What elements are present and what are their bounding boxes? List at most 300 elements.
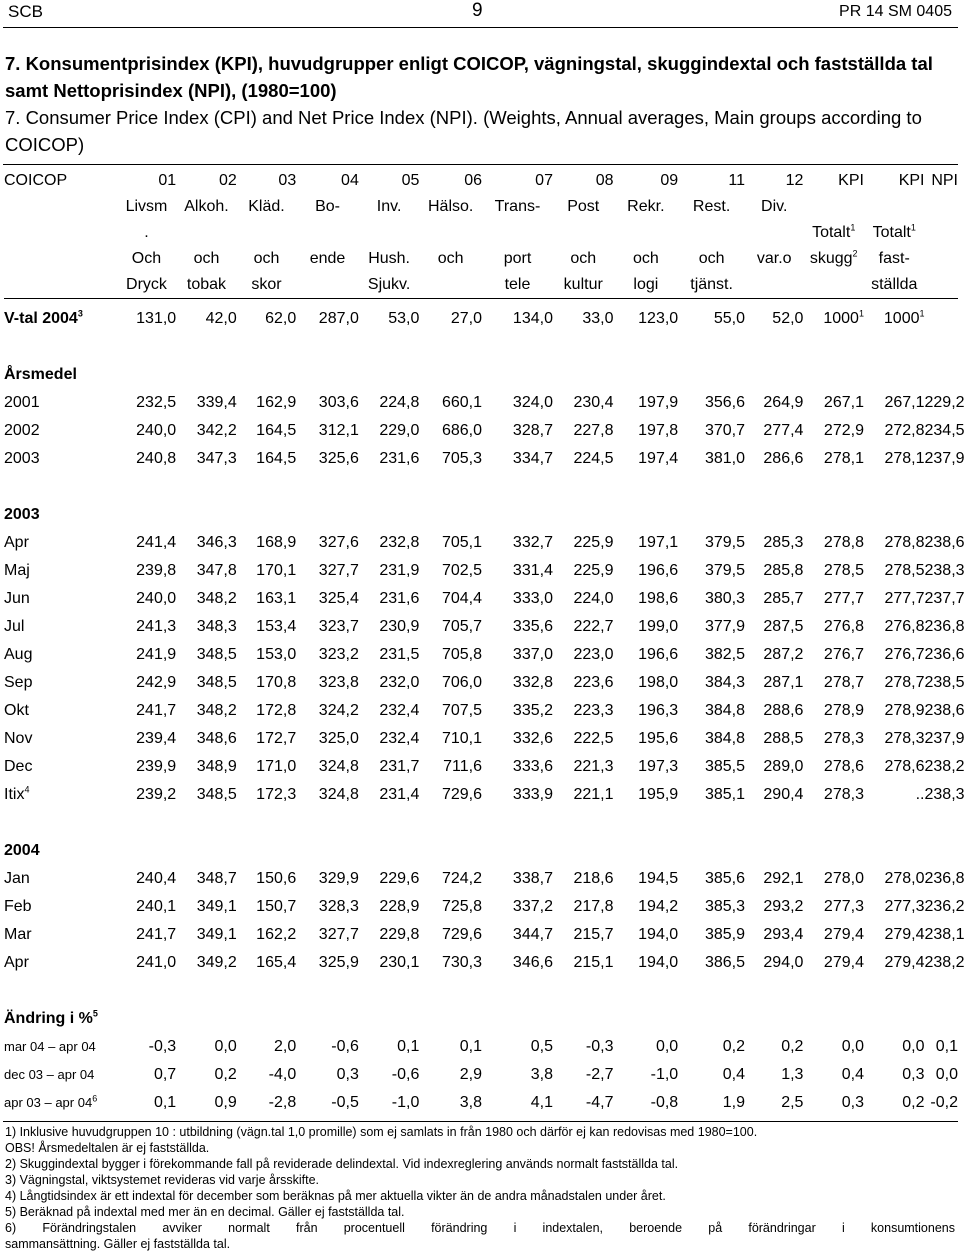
spacer-row — [4, 333, 958, 361]
data-value: 264,9 — [763, 394, 804, 411]
data-value: 238,3 — [924, 786, 965, 803]
data-value: 333,6 — [512, 758, 553, 775]
change-value: 0,4 — [841, 1066, 864, 1083]
data-value: 323,7 — [318, 618, 359, 635]
data-value: 194,0 — [638, 954, 679, 971]
data-value: 238,6 — [924, 702, 965, 719]
data-value: 231,7 — [379, 758, 420, 775]
table-row — [4, 781, 958, 809]
column-name: Livsm — [125, 198, 168, 215]
change-value: 0,3 — [902, 1066, 925, 1083]
data-value: 327,7 — [318, 562, 359, 579]
data-value: 230,4 — [573, 394, 614, 411]
section-title: 2003 — [4, 506, 40, 523]
data-value: 238,3 — [924, 562, 965, 579]
column-code: 08 — [595, 172, 614, 189]
data-value: 162,9 — [256, 394, 297, 411]
data-value: 241,9 — [136, 646, 177, 663]
change-value: 1,3 — [781, 1066, 804, 1083]
data-value: 339,4 — [196, 394, 237, 411]
column-name-cont: tjänst. — [690, 276, 733, 293]
column-name-cont: och — [253, 250, 280, 267]
vtal-value: 27,0 — [450, 310, 482, 327]
data-value: 162,2 — [256, 926, 297, 943]
data-value: 197,8 — [638, 422, 679, 439]
data-value: 370,7 — [704, 422, 745, 439]
vtal-value: 62,0 — [265, 310, 297, 327]
data-value: 222,7 — [573, 618, 614, 635]
data-value: 707,5 — [441, 702, 482, 719]
data-value: 705,7 — [441, 618, 482, 635]
data-value: 324,8 — [318, 758, 359, 775]
footnote-4: 4) Långtidsindex är ett indextal för december som beräknas på mer aktuella vikter än de andra månadstalen under året. — [5, 1189, 666, 1203]
data-value: 702,5 — [441, 562, 482, 579]
data-value: 236,2 — [924, 898, 965, 915]
change-row — [4, 1089, 958, 1117]
data-value: 241,7 — [136, 926, 177, 943]
data-value: 342,2 — [196, 422, 237, 439]
data-value: 348,6 — [196, 730, 237, 747]
empty-cell — [4, 194, 117, 220]
title-swedish: 7. Konsumentprisindex (KPI), huvudgrupper enligt COICOP, vägningstal, skuggindextal och fastställda tal samt Nettoprisindex (NPI), (1980=100) — [5, 53, 933, 101]
column-name-cont: skor — [251, 276, 282, 293]
change-value: 0,1 — [935, 1038, 958, 1055]
data-value: 348,3 — [196, 618, 237, 635]
column-name-cont: Och — [131, 250, 162, 267]
empty-cell — [4, 220, 117, 246]
header-rule — [3, 27, 958, 28]
spacer-row — [4, 473, 958, 501]
data-value: 153,4 — [256, 618, 297, 635]
column-name-cont: ende — [309, 250, 346, 267]
data-value: 236,8 — [924, 870, 965, 887]
data-value: 227,8 — [573, 422, 614, 439]
data-value: 348,5 — [196, 674, 237, 691]
data-value: 196,6 — [638, 646, 679, 663]
change-value: 0,5 — [530, 1038, 553, 1055]
footnote-obs: OBS! Årsmedeltalen är ej fastställda. — [5, 1141, 210, 1155]
data-value: 163,1 — [256, 590, 297, 607]
data-value: 292,1 — [763, 870, 804, 887]
data-value: 215,7 — [573, 926, 614, 943]
empty-cell — [4, 272, 117, 299]
data-value: 286,6 — [763, 450, 804, 467]
data-value: 237,7 — [924, 590, 965, 607]
data-value: 225,9 — [573, 562, 614, 579]
data-value: 384,8 — [704, 702, 745, 719]
kpi-totalt-label: Totalt$^1$ — [812, 222, 856, 241]
column-name-cont: och — [437, 250, 464, 267]
data-value: 231,5 — [379, 646, 420, 663]
data-value: 230,9 — [379, 618, 420, 635]
data-value: 384,3 — [704, 674, 745, 691]
data-value: 346,3 — [196, 534, 237, 551]
data-value: 729,6 — [441, 926, 482, 943]
column-name: Div. — [761, 198, 788, 215]
row-label: 2003 — [4, 450, 40, 467]
change-value: -1,0 — [391, 1094, 420, 1111]
data-value: 324,0 — [512, 394, 553, 411]
empty-cell — [745, 220, 803, 246]
data-value: 323,2 — [318, 646, 359, 663]
change-value: 3,8 — [459, 1094, 482, 1111]
change-value: -1,0 — [650, 1066, 679, 1083]
footnote-6: 6) Förändringstalen avviker normalt från procentuell förändring i indextalen, beroende på förändringar i konsumtionens — [5, 1221, 955, 1235]
table-row — [4, 669, 958, 697]
data-value: 385,1 — [704, 786, 745, 803]
data-value: 729,6 — [441, 786, 482, 803]
vtal-row — [4, 305, 958, 333]
data-value: 277,4 — [763, 422, 804, 439]
change-value: 0,0 — [655, 1038, 679, 1055]
data-value: 329,9 — [318, 870, 359, 887]
data-value: 287,1 — [763, 674, 804, 691]
data-value: 197,1 — [638, 534, 679, 551]
data-value: 236,8 — [924, 618, 965, 635]
data-value: 278,0 — [884, 870, 925, 887]
column-code: 01 — [158, 172, 177, 189]
data-value: 276,7 — [884, 646, 925, 663]
column-code: 11 — [728, 172, 745, 189]
data-value: 385,3 — [704, 898, 745, 915]
data-value: 224,0 — [573, 590, 614, 607]
column-name-cont: Dryck — [126, 276, 167, 293]
table-row — [4, 557, 958, 585]
change-value: 0,4 — [722, 1066, 745, 1083]
data-value: 267,1 — [884, 394, 925, 411]
data-value: 356,6 — [704, 394, 745, 411]
data-value: 223,6 — [573, 674, 614, 691]
data-value: 241,0 — [136, 954, 177, 971]
data-value: 278,1 — [823, 450, 864, 467]
data-value: 386,5 — [704, 954, 745, 971]
change-value: 0,2 — [214, 1066, 237, 1083]
footnote-5: 5) Beräknad på indextal med mer än en decimal. Gäller ej fastställda tal. — [5, 1205, 405, 1219]
data-value: 288,6 — [763, 702, 804, 719]
data-value: 240,0 — [136, 590, 177, 607]
change-period-label: apr 03 – apr $04^6$ — [4, 1093, 98, 1110]
column-name-cont: och — [698, 250, 725, 267]
data-value: 229,0 — [379, 422, 420, 439]
data-value: 705,8 — [441, 646, 482, 663]
column-name-cont: tele — [504, 276, 531, 293]
column-code: 05 — [401, 172, 420, 189]
data-value: 278,5 — [823, 562, 864, 579]
section-title: Årsmedel — [4, 366, 77, 383]
row-label: Maj — [4, 562, 30, 579]
column-name-cont: skugg$^2$ — [809, 248, 858, 267]
vtal-value — [925, 305, 959, 333]
change-value: 0,1 — [459, 1038, 482, 1055]
data-value: 325,9 — [318, 954, 359, 971]
data-value: 238,2 — [924, 758, 965, 775]
change-value: -0,6 — [391, 1066, 420, 1083]
data-value: 348,5 — [196, 646, 237, 663]
data-value: 379,5 — [704, 534, 745, 551]
data-value: 196,6 — [638, 562, 679, 579]
data-value: 172,8 — [256, 702, 297, 719]
change-value: 0,1 — [153, 1094, 177, 1111]
table-row — [4, 921, 958, 949]
change-value: -4,0 — [268, 1066, 297, 1083]
column-name — [803, 194, 864, 220]
data-value: 285,8 — [763, 562, 804, 579]
change-value: -2,8 — [268, 1094, 297, 1111]
data-value: 223,3 — [573, 702, 614, 719]
data-value: 199,0 — [638, 618, 679, 635]
data-value: 348,9 — [196, 758, 237, 775]
data-value: 278,3 — [884, 730, 925, 747]
data-value: 239,4 — [136, 730, 177, 747]
column-name-cont — [925, 272, 959, 299]
data-value: 724,2 — [441, 870, 482, 887]
data-value: 704,4 — [441, 590, 482, 607]
data-value: 230,1 — [379, 954, 420, 971]
data-value: 240,0 — [136, 422, 177, 439]
data-value: 239,9 — [136, 758, 177, 775]
data-value: 348,2 — [196, 590, 237, 607]
column-name-cont — [803, 272, 864, 299]
column-group-label: COICOP — [4, 172, 68, 189]
data-value: 332,7 — [512, 534, 553, 551]
data-value: 346,6 — [512, 954, 553, 971]
page-number: 9 — [472, 0, 483, 21]
data-value: 197,3 — [638, 758, 679, 775]
table-row — [4, 389, 958, 417]
data-value: 276,7 — [823, 646, 864, 663]
row-label: 2002 — [4, 422, 40, 439]
cpi-table — [4, 168, 965, 1117]
data-value: 272,8 — [884, 422, 925, 439]
data-value: 238,6 — [924, 534, 965, 551]
data-value: 172,3 — [256, 786, 297, 803]
data-value: 231,6 — [379, 590, 420, 607]
change-value: 0,3 — [336, 1066, 359, 1083]
column-name-cont: . — [144, 224, 149, 241]
data-value: 337,0 — [512, 646, 553, 663]
vtal-value: 33,0 — [582, 310, 614, 327]
data-value: 278,5 — [884, 562, 925, 579]
vtal-value: 131,0 — [136, 310, 177, 327]
data-value: 240,4 — [136, 870, 177, 887]
data-value: 325,0 — [318, 730, 359, 747]
data-value: 194,2 — [638, 898, 679, 915]
table-row — [4, 585, 958, 613]
data-value: 232,5 — [136, 394, 177, 411]
column-name — [864, 194, 925, 220]
change-value: 0,9 — [214, 1094, 237, 1111]
data-value: 241,3 — [136, 618, 177, 635]
data-value: 267,1 — [823, 394, 864, 411]
data-value: 312,1 — [318, 422, 359, 439]
data-value: 238,5 — [924, 674, 965, 691]
row-label: Okt — [4, 702, 29, 719]
row-label: Sep — [4, 674, 33, 691]
data-value: 347,8 — [196, 562, 237, 579]
data-value: 228,9 — [379, 898, 420, 915]
data-value: 234,5 — [924, 422, 965, 439]
data-value: 278,8 — [884, 534, 925, 551]
data-value: 239,8 — [136, 562, 177, 579]
row-label: Nov — [4, 730, 33, 747]
footnotes — [5, 1124, 955, 1252]
row-label: Jun — [4, 590, 30, 607]
empty-cell — [553, 220, 614, 246]
data-value: 150,7 — [256, 898, 297, 915]
data-value: 229,2 — [924, 394, 965, 411]
change-value: 2,0 — [273, 1038, 297, 1055]
column-name: Post — [567, 198, 600, 215]
table-row — [4, 697, 958, 725]
data-value: 232,0 — [379, 674, 420, 691]
row-label: Jul — [4, 618, 25, 635]
data-value: 276,8 — [884, 618, 925, 635]
vtal-value: 287,0 — [318, 310, 359, 327]
header-row-names — [4, 194, 958, 220]
change-value: -4,7 — [585, 1094, 614, 1111]
column-name: Rest. — [692, 198, 731, 215]
change-value: 0,0 — [935, 1066, 958, 1083]
data-value: 730,3 — [441, 954, 482, 971]
data-value: 327,6 — [318, 534, 359, 551]
data-value: 332,8 — [512, 674, 553, 691]
data-value: 278,6 — [884, 758, 925, 775]
table-bottom-rule — [3, 1121, 958, 1122]
change-value: -0,3 — [148, 1038, 177, 1055]
column-name-cont: och — [632, 250, 659, 267]
change-value: -2,7 — [585, 1066, 614, 1083]
data-value: 279,4 — [884, 954, 925, 971]
empty-cell — [614, 220, 679, 246]
data-value: 239,2 — [136, 786, 177, 803]
column-name-cont: och — [193, 250, 220, 267]
empty-cell — [176, 220, 237, 246]
section-title: 2004 — [4, 842, 40, 859]
data-value: 238,2 — [924, 954, 965, 971]
data-value: 328,7 — [512, 422, 553, 439]
column-name: Inv. — [376, 198, 402, 215]
vtal-value: 53,0 — [388, 310, 420, 327]
column-code: KPI — [838, 172, 864, 189]
vtal-value: 123,0 — [638, 310, 679, 327]
column-code: NPI — [931, 172, 958, 189]
data-value: 333,9 — [512, 786, 553, 803]
column-name-cont — [296, 272, 359, 299]
column-name: Kläd. — [248, 198, 285, 215]
empty-cell — [237, 220, 296, 246]
data-value: 241,4 — [136, 534, 177, 551]
change-value: -0,8 — [650, 1094, 679, 1111]
change-period-label: mar 04 – apr 04 — [4, 1039, 96, 1054]
data-value: 215,1 — [573, 954, 614, 971]
data-value: 328,3 — [318, 898, 359, 915]
change-value: 3,8 — [530, 1066, 553, 1083]
footnote-1: 1) Inklusive huvudgruppen 10 : utbildning (vägn.tal 1,0 promille) som ej samlats in från 1980 och därför ej kan redovisas med 1980=100. — [5, 1125, 758, 1139]
data-value: 240,1 — [136, 898, 177, 915]
data-value: 150,6 — [256, 870, 297, 887]
change-value: 0,1 — [397, 1038, 420, 1055]
vtal-value: 134,0 — [512, 310, 553, 327]
table-row — [4, 417, 958, 445]
table-row — [4, 753, 958, 781]
table-row — [4, 445, 958, 473]
change-value: -0,5 — [331, 1094, 359, 1111]
data-value: 331,4 — [512, 562, 553, 579]
data-value: 324,8 — [318, 786, 359, 803]
data-value: 277,7 — [884, 590, 925, 607]
data-value: 172,7 — [256, 730, 297, 747]
title-english: 7. Consumer Price Index (CPI) and Net Price Index (NPI). (Weights, Annual averages, Main groups according to COICOP) — [5, 107, 922, 155]
column-name: Hälso. — [428, 198, 474, 215]
data-value: 237,9 — [924, 730, 965, 747]
data-value: 380,3 — [704, 590, 745, 607]
column-name-cont — [745, 272, 803, 299]
data-value: 168,9 — [256, 534, 297, 551]
column-name-cont: Sjukv. — [367, 276, 411, 293]
change-value: 4,1 — [530, 1094, 553, 1111]
change-value: -0,3 — [585, 1038, 614, 1055]
data-value: 660,1 — [441, 394, 482, 411]
data-value: 379,5 — [704, 562, 745, 579]
empty-cell — [419, 220, 482, 246]
column-name-cont: fast- — [878, 250, 910, 267]
section-title-row — [4, 837, 958, 865]
footnote-2: 2) Skuggindextal bygger i förekommande fall på reviderade delindextal. Vid indexreglering används normalt fastställda tal. — [5, 1157, 679, 1171]
data-value: 194,5 — [638, 870, 679, 887]
column-name-cont: tobak — [186, 276, 227, 293]
data-value: 224,8 — [379, 394, 420, 411]
data-value: 232,4 — [379, 730, 420, 747]
data-value: 335,6 — [512, 618, 553, 635]
change-value: 0,0 — [214, 1038, 237, 1055]
data-value: 381,0 — [704, 450, 745, 467]
column-name-cont: kultur — [563, 276, 603, 293]
page-header — [0, 0, 960, 26]
column-code: 07 — [535, 172, 553, 189]
header-publication: PR 14 SM 0405 — [839, 3, 952, 20]
data-value: 164,5 — [256, 422, 297, 439]
data-value: 153,0 — [256, 646, 297, 663]
data-value: 229,8 — [379, 926, 420, 943]
column-name-cont: var.o — [756, 250, 792, 267]
data-value: 232,8 — [379, 534, 420, 551]
data-value: 287,5 — [763, 618, 804, 635]
empty-cell — [925, 220, 959, 246]
data-value: 277,7 — [823, 590, 864, 607]
vtal-value: 55,0 — [713, 310, 745, 327]
data-value: 197,4 — [638, 450, 679, 467]
data-value: 385,6 — [704, 870, 745, 887]
data-value: 289,0 — [763, 758, 804, 775]
column-code: 02 — [218, 172, 237, 189]
column-code: 06 — [464, 172, 482, 189]
data-value: 347,3 — [196, 450, 237, 467]
change-row — [4, 1061, 958, 1089]
column-name: Trans- — [494, 198, 541, 215]
data-value: 278,7 — [823, 674, 864, 691]
data-value: 278,8 — [823, 534, 864, 551]
data-value: 325,4 — [318, 590, 359, 607]
header-row-och — [4, 246, 958, 272]
column-code: KPI — [898, 172, 925, 189]
data-value: 348,7 — [196, 870, 237, 887]
change-period-label: dec 03 – apr 04 — [4, 1067, 95, 1082]
section-title-row — [4, 361, 958, 389]
data-value: 332,6 — [512, 730, 553, 747]
data-value: 195,9 — [638, 786, 679, 803]
empty-cell — [4, 246, 117, 272]
data-value: 231,9 — [379, 562, 420, 579]
